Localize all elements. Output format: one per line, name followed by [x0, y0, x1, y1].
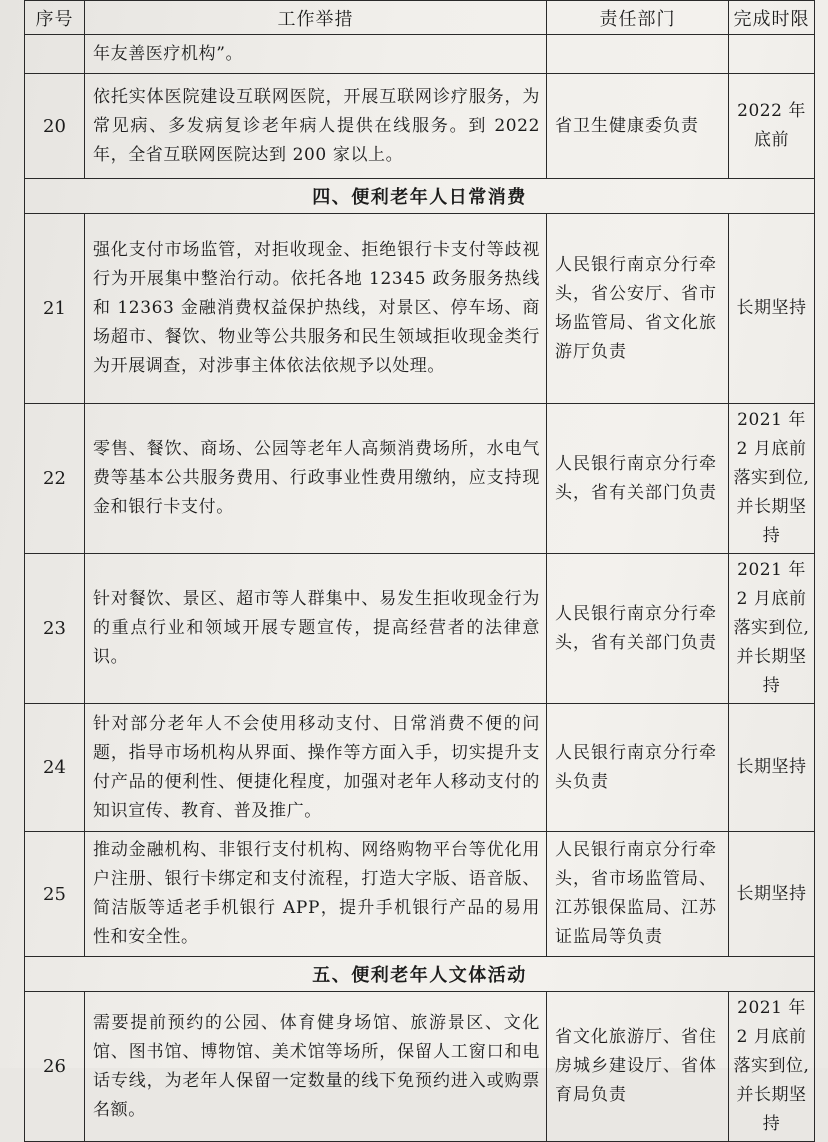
cell-no: 22 — [25, 404, 85, 554]
table-row — [25, 704, 815, 832]
cell-deadline — [729, 35, 815, 74]
cell-dept: 人民银行南京分行牵头，省公安厅、省市场监管局、省文化旅游厅负责 — [547, 214, 729, 404]
cell-deadline: 长期坚持 — [729, 214, 815, 404]
cell-no: 21 — [25, 214, 85, 404]
header-work-measure: 工作举措 — [85, 1, 547, 35]
table-row — [25, 214, 815, 404]
table-row — [25, 404, 815, 554]
cell-measure: 依托实体医院建设互联网医院，开展互联网诊疗服务，为常见病、多发病复诊老年病人提供在线服务。到 2022 年，全省互联网医院达到 200 家以上。 — [85, 74, 547, 179]
table-row — [25, 832, 815, 957]
cell-no: 24 — [25, 704, 85, 832]
cell-no: 25 — [25, 832, 85, 957]
cell-dept — [547, 35, 729, 74]
table-row — [25, 35, 815, 74]
cell-dept: 人民银行南京分行牵头负责 — [547, 704, 729, 832]
table-header-row — [25, 1, 815, 35]
cell-measure: 针对部分老年人不会使用移动支付、日常消费不便的问题，指导市场机构从界面、操作等方面入手，切实提升支付产品的便利性、便捷化程度，加强对老年人移动支付的知识宣传、教育、普及推广。 — [85, 704, 547, 832]
cell-measure: 年友善医疗机构”。 — [85, 35, 547, 74]
table-row — [25, 74, 815, 179]
cell-no: 20 — [25, 74, 85, 179]
cell-measure: 针对餐饮、景区、超市等人群集中、易发生拒收现金行为的重点行业和领域开展专题宣传，提高经营者的法律意识。 — [85, 554, 547, 704]
table-row — [25, 992, 815, 1142]
header-deadline: 完成时限 — [729, 1, 815, 35]
cell-dept: 人民银行南京分行牵头，省市场监管局、江苏银保监局、江苏证监局等负责 — [547, 832, 729, 957]
section-heading: 五、便利老年人文体活动 — [25, 957, 815, 992]
cell-deadline: 2021 年 2 月底前落实到位,并长期坚持 — [729, 404, 815, 554]
cell-dept: 人民银行南京分行牵头，省有关部门负责 — [547, 404, 729, 554]
header-serial-number: 序号 — [25, 1, 85, 35]
cell-deadline: 长期坚持 — [729, 832, 815, 957]
section-row — [25, 179, 815, 214]
cell-no: 23 — [25, 554, 85, 704]
cell-deadline: 长期坚持 — [729, 704, 815, 832]
cell-measure: 推动金融机构、非银行支付机构、网络购物平台等优化用户注册、银行卡绑定和支付流程，打造大字版、语音版、简洁版等适老手机银行 APP，提升手机银行产品的易用性和安全性。 — [85, 832, 547, 957]
cell-dept: 人民银行南京分行牵头，省有关部门负责 — [547, 554, 729, 704]
cell-no — [25, 35, 85, 74]
section-heading: 四、便利老年人日常消费 — [25, 179, 815, 214]
cell-no: 26 — [25, 992, 85, 1142]
cell-measure: 强化支付市场监管，对拒收现金、拒绝银行卡支付等歧视行为开展集中整治行动。依托各地 12345 政务服务热线和 12363 金融消费权益保护热线，对景区、停车场、商场超市、餐饮、物业等公共服务和民生领域拒收现金类行为开展调查，对涉事主体依法依规予以处理。 — [85, 214, 547, 404]
cell-measure: 零售、餐饮、商场、公园等老年人高频消费场所，水电气费等基本公共服务费用、行政事业性费用缴纳，应支持现金和银行卡支付。 — [85, 404, 547, 554]
cell-deadline: 2021 年 2 月底前落实到位,并长期坚持 — [729, 992, 815, 1142]
header-responsible-dept: 责任部门 — [547, 1, 729, 35]
section-row — [25, 957, 815, 992]
cell-deadline: 2022 年底前 — [729, 74, 815, 179]
cell-dept: 省文化旅游厅、省住房城乡建设厅、省体育局负责 — [547, 992, 729, 1142]
cell-dept: 省卫生健康委负责 — [547, 74, 729, 179]
cell-measure: 需要提前预约的公园、体育健身场馆、旅游景区、文化馆、图书馆、博物馆、美术馆等场所，保留人工窗口和电话专线，为老年人保留一定数量的线下免预约进入或购票名额。 — [85, 992, 547, 1142]
table-row — [25, 554, 815, 704]
measures-table — [24, 0, 815, 1142]
cell-deadline: 2021 年 2 月底前落实到位,并长期坚持 — [729, 554, 815, 704]
